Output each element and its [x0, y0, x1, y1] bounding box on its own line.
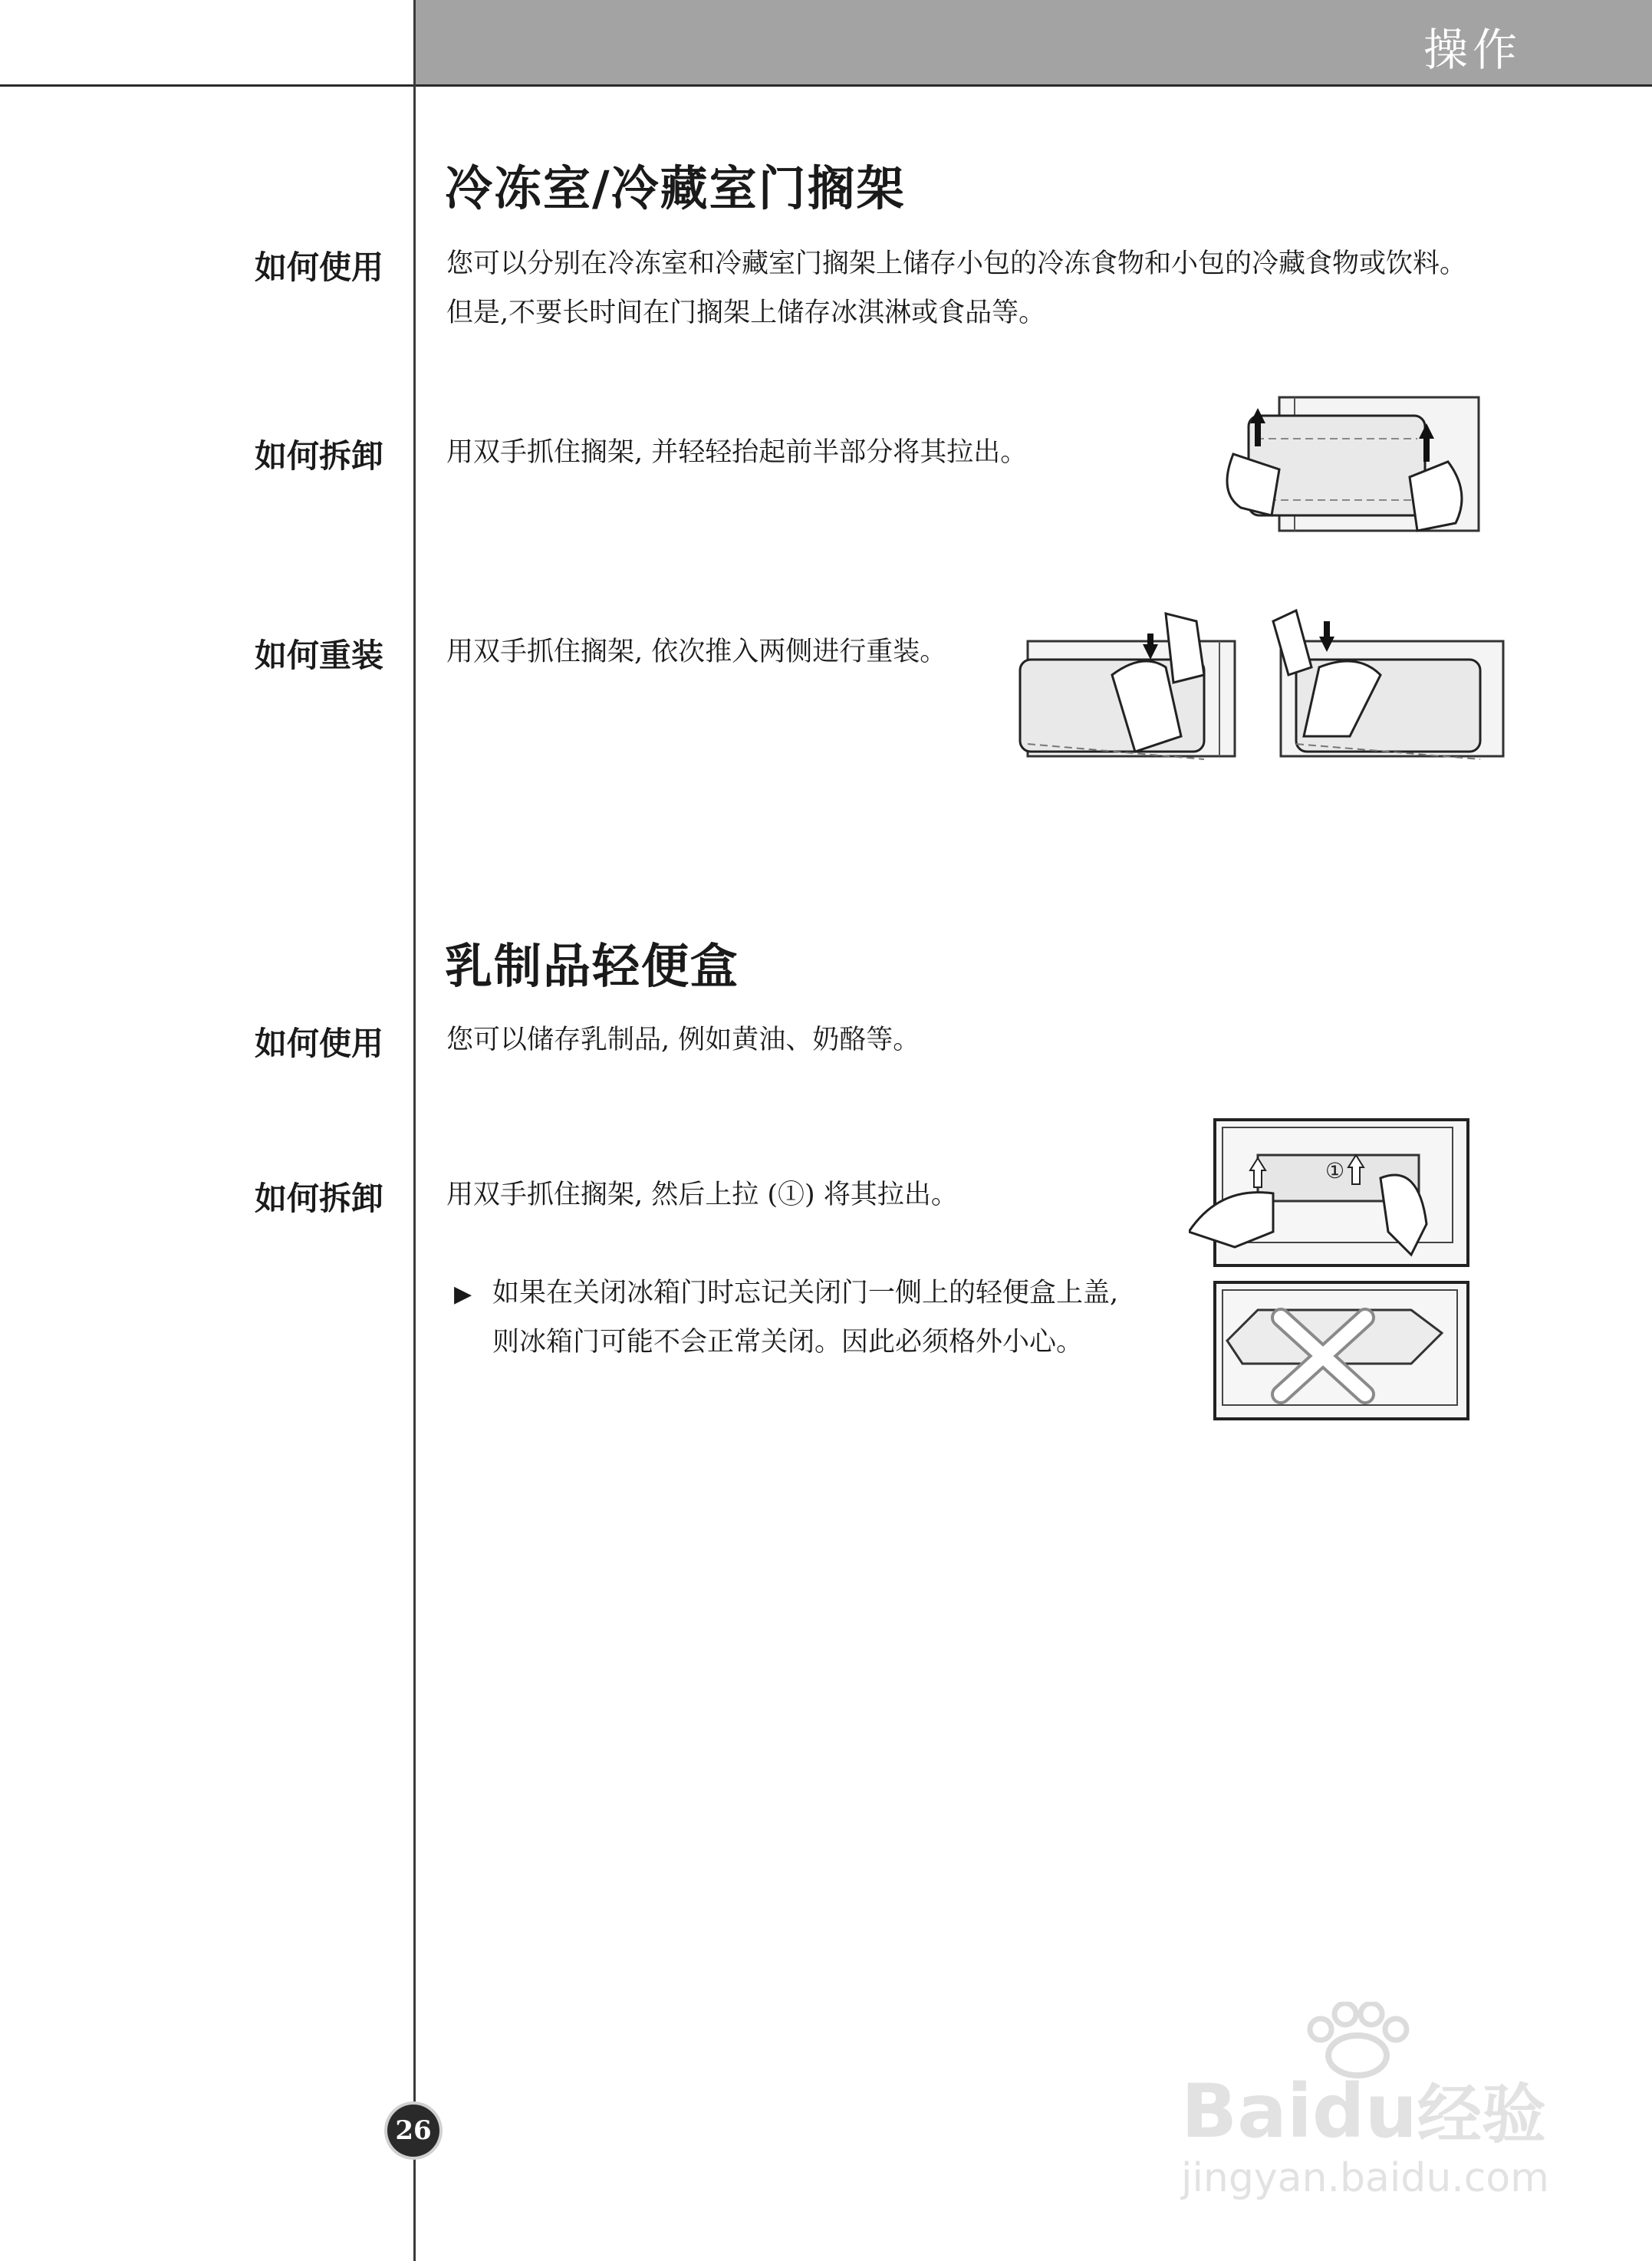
- usage-text: [446, 239, 1620, 337]
- dairy-note: [454, 1269, 472, 1319]
- label-how-to-use: 如何使用: [254, 248, 383, 286]
- watermark-url: jingyan.baidu.com: [1181, 2155, 1549, 2201]
- label-how-to-remove: 如何拆卸: [254, 437, 383, 475]
- reinstall-shelf-illustration-1: [1012, 606, 1242, 775]
- remove-shelf-illustration: [1218, 393, 1485, 546]
- watermark-cn: 经验: [1417, 2077, 1546, 2152]
- label-dairy-how-to-remove: 如何拆卸: [254, 1180, 383, 1217]
- header-rule: [0, 84, 1652, 87]
- dairy-note-text: [492, 1269, 1183, 1367]
- watermark-brand-2: du: [1311, 2068, 1417, 2154]
- section-title-door-shelves: 冷冻室/冷藏室门搁架: [445, 160, 906, 216]
- watermark-brand: Bai: [1181, 2068, 1312, 2154]
- usage-line-1: 您可以分别在冷冻室和冷藏室门搁架上储存小包的冷冻食物和小包的冷藏食物或饮料。: [446, 248, 1467, 279]
- usage-line-2: 但是,不要长时间在门搁架上储存冰淇淋或食品等。: [446, 298, 1046, 328]
- margin-divider: [413, 0, 416, 2261]
- remove-text: 用双手抓住搁架, 并轻轻抬起前半部分将其拉出。: [446, 437, 1028, 468]
- label-dairy-how-to-use: 如何使用: [254, 1025, 383, 1062]
- dairy-usage-text: 您可以储存乳制品, 例如黄油、奶酪等。: [446, 1025, 920, 1055]
- figure-marker-1: ①: [1325, 1158, 1345, 1183]
- header-title: 操作: [1423, 24, 1522, 76]
- reinstall-text: 用双手抓住搁架, 依次推入两侧进行重装。: [446, 637, 947, 667]
- page-number: 26: [387, 2105, 439, 2157]
- note-line-2: 则冰箱门可能不会正常关闭。因此必须格外小心。: [492, 1327, 1084, 1358]
- reinstall-shelf-illustration-2: [1265, 606, 1511, 782]
- dairy-box-warning-illustration: [1212, 1279, 1473, 1422]
- section-title-dairy-box: 乳制品轻便盒: [445, 938, 740, 994]
- note-bullet: ▶: [454, 1281, 472, 1308]
- label-how-to-reinstall: 如何重装: [254, 637, 383, 674]
- dairy-box-removal-illustration: [1189, 1117, 1473, 1270]
- dairy-remove-text: 用双手抓住搁架, 然后上拉 (①) 将其拉出。: [446, 1180, 958, 1210]
- note-line-1: 如果在关闭冰箱门时忘记关闭门一侧上的轻便盒上盖,: [492, 1278, 1119, 1308]
